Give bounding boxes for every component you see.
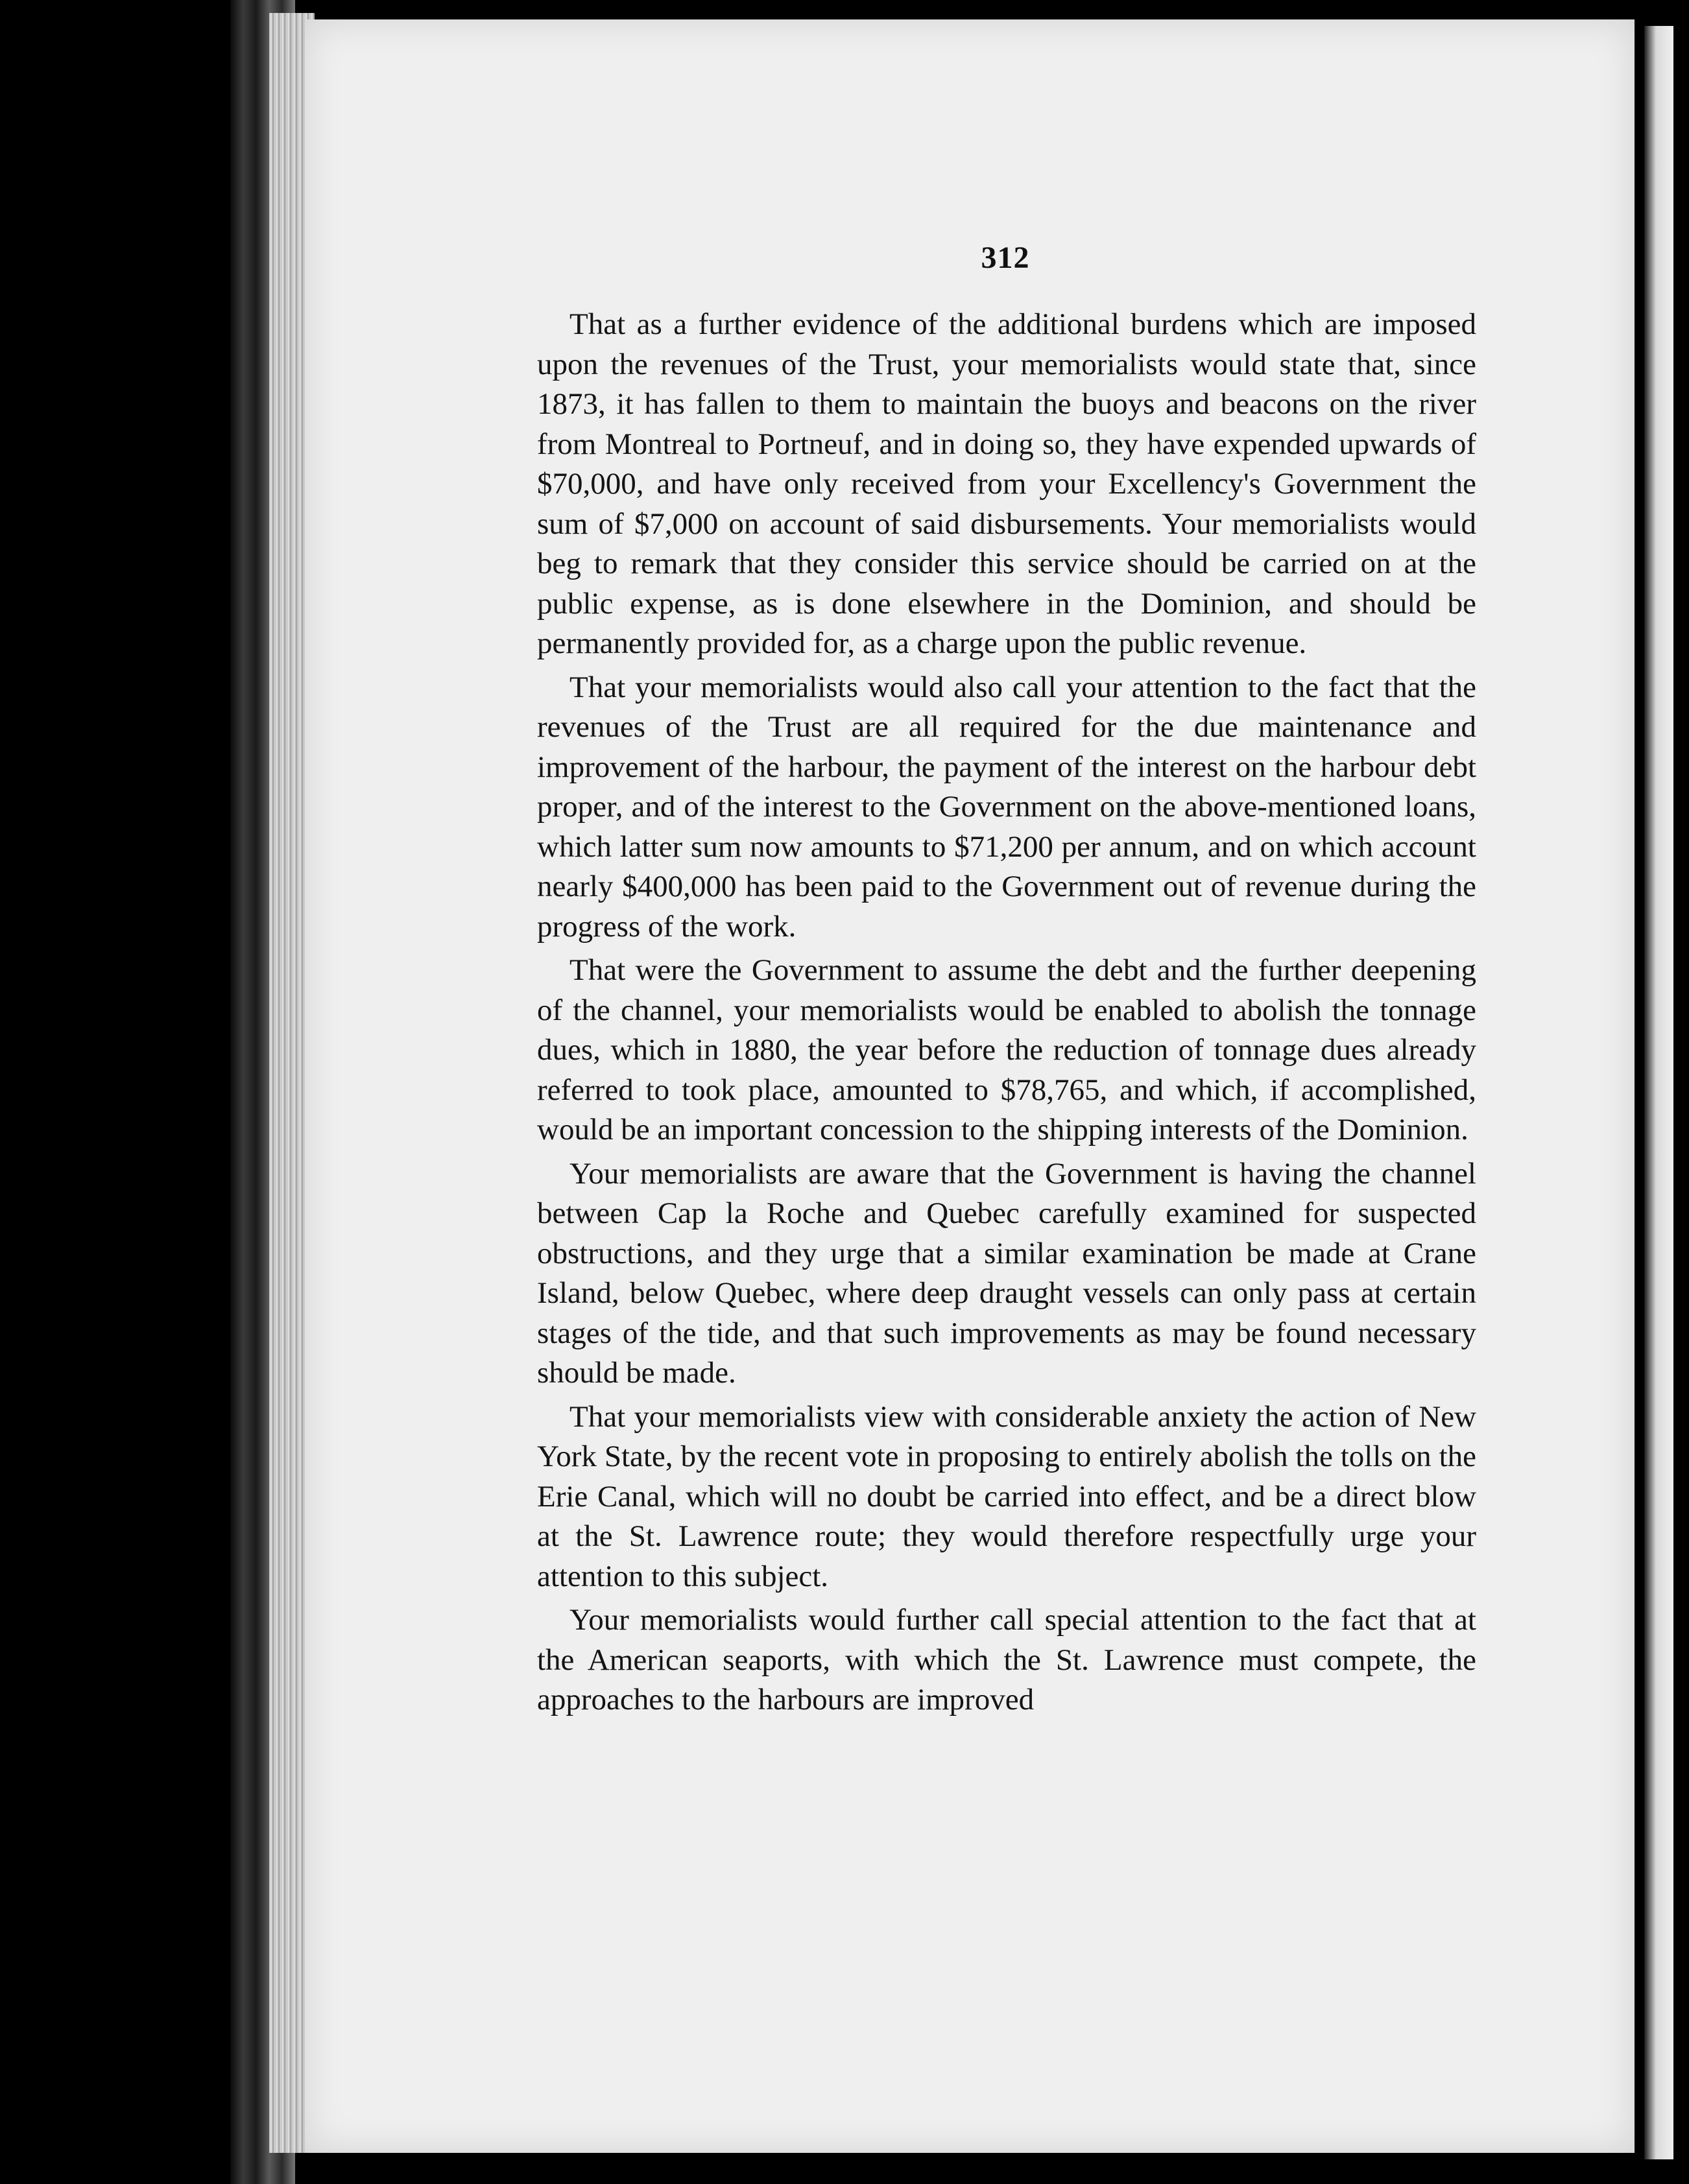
paragraph: Your memorialists are aware that the Government is having the channel between Cap la Roche and Quebec carefully examined for suspected obstructions, and they urge that a similar examination be made at Crane Island, below Quebec, where deep draught vessels can only pass at certain stages of the tide, and that such improvements as may be found necessary should be made. xyxy=(537,1156,1476,1390)
paragraph: Your memorialists would further call special attention to the fact that at the American seaports, with which the St. Lawrence must compete, the approaches to the harbours are improved xyxy=(537,1603,1476,1716)
paragraph: That your memorialists would also call your attention to the fact that the revenues of the Trust are all required for the due maintenance and improvement of the harbour, the payment of the interest on the harbour debt proper, and of the interest to the Government on the above-mentioned loans, which latter sum now amounts to $71,200 per annum, and on which account nearly $400,000 has been paid to the Government out of revenue during the progress of the work. xyxy=(537,670,1476,944)
facing-page-edge xyxy=(1644,26,1673,2159)
paragraph: That were the Government to assume the debt and the further deepening of the channel, your memorialists would be enabled to abolish the tonnage dues, which in 1880, the year before the reduction of tonnage dues already referred to took place, amounted to $78,765, and which, if accomplished, would be an important concession to the shipping interests of the Dominion. xyxy=(537,953,1476,1146)
paragraph: That your memorialists view with considerable anxiety the action of New York State, by the recent vote in proposing to entirely abolish the tolls on the Erie Canal, which will no doubt be carried into effect, and be a direct blow at the St. Lawrence route; they would therefore respectfully urge your attention to this subject. xyxy=(537,1399,1476,1593)
paragraph: That as a further evidence of the additional burdens which are imposed upon the revenues of the Trust, your memorialists would state that, since 1873, it has fallen to them to maintain the buoys and beacons on the river from Montreal to Portneuf, and in doing so, they have expended upwards of $70,000, and have only received from your Excellency's Government the sum of $7,000 on account of said disbursements. Your memorialists would beg to remark that they consider this service should be carried on at the public expense, as is done elsewhere in the Dominion, and should be permanently provided for, as a charge upon the public revenue. xyxy=(537,307,1476,660)
body-text xyxy=(537,305,1476,1724)
page-number: 312 xyxy=(981,241,1030,275)
